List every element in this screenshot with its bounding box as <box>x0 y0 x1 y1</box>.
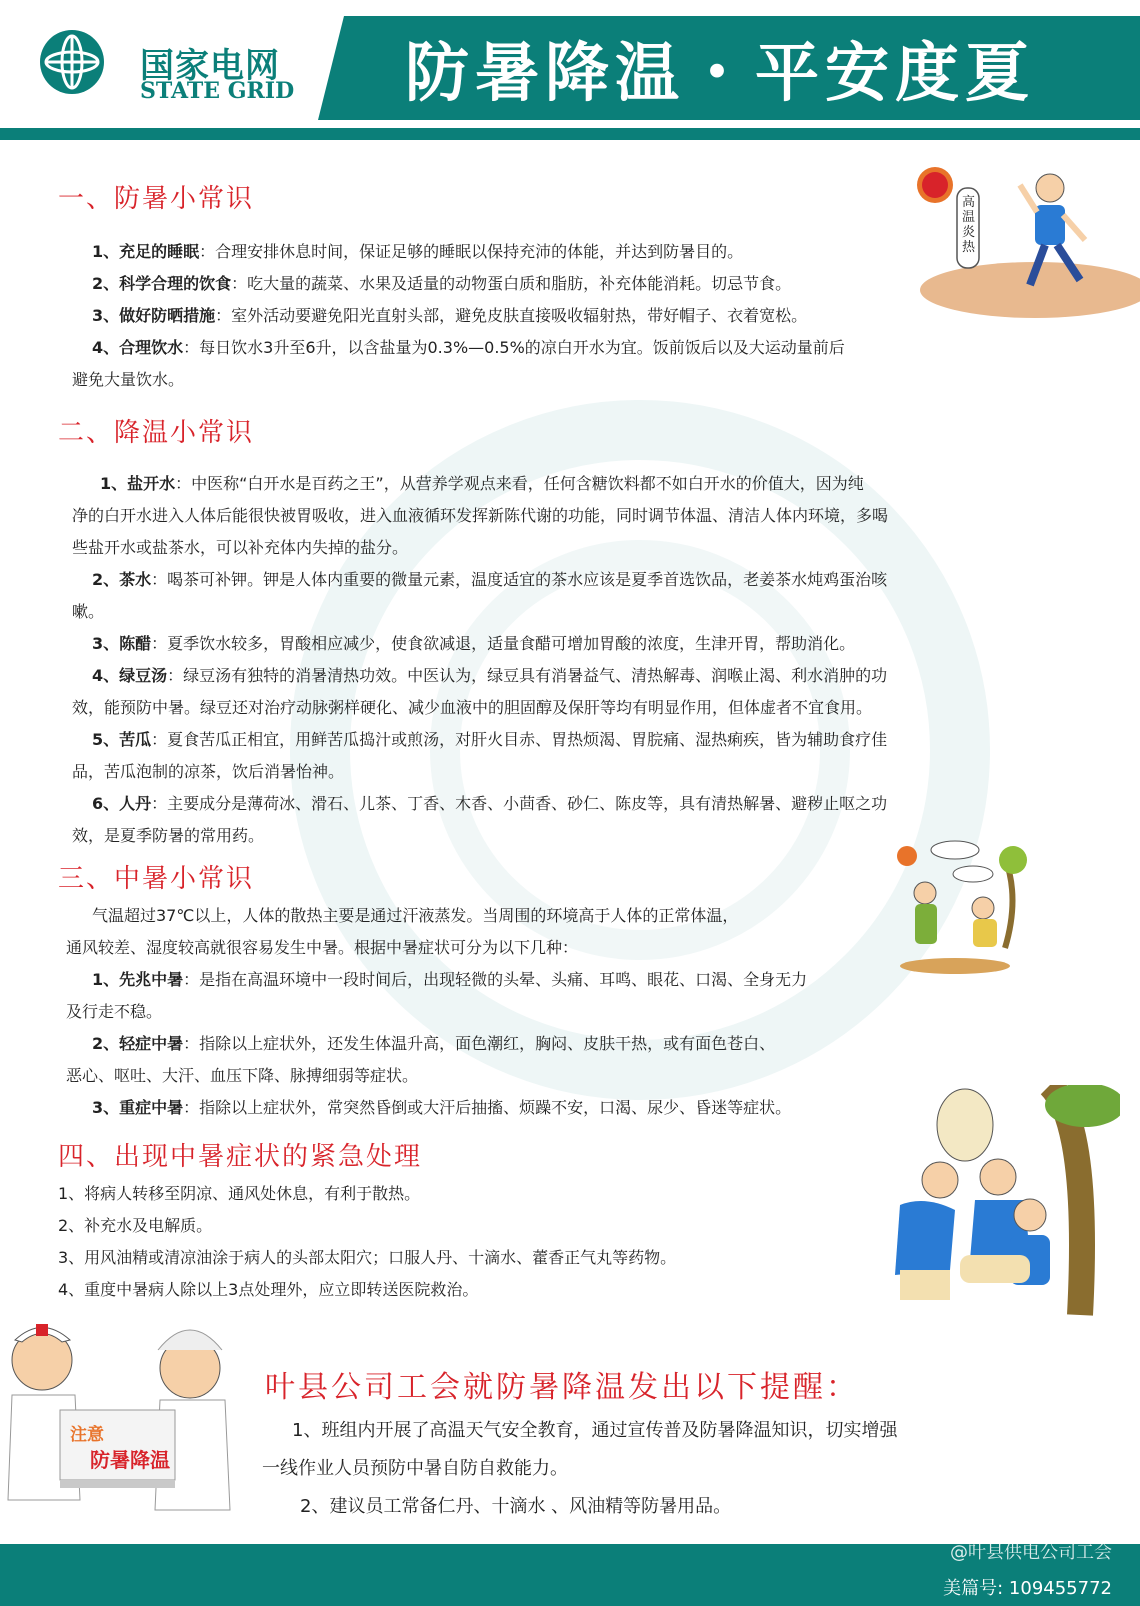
sec2-item-3: 3、陈醋：夏季饮水较多，胃酸相应减少，使食欲减退，适量食醋可增加胃酸的浓度，生津开胃，帮助消化。 <box>92 634 856 653</box>
hot-weather-walker-illustration <box>895 160 1140 320</box>
section-2-title: 二、降温小常识 <box>58 418 255 448</box>
nurse-doctor-notice-illustration <box>0 1320 250 1530</box>
sec2-item-5-cont: 品，苦瓜泡制的凉茶，饮后消暑怡神。 <box>72 762 345 781</box>
sec1-item-4: 4、合理饮水：每日饮水3升至6升，以含盐量为0.3%—0.5%的凉白开水为宜。饭前饭后以及大运动量前后 <box>92 338 845 357</box>
reminder-item-1: 1、班组内开展了高温天气安全教育，通过宣传普及防暑降温知识，切实增强 <box>292 1420 898 1441</box>
reminder-title: 叶县公司工会就防暑降温发出以下提醒： <box>265 1370 859 1405</box>
notice-sign-line-2: 防暑降温 <box>90 1448 170 1472</box>
header-divider <box>0 128 1140 140</box>
sec2-item-5: 5、苦瓜：夏食苦瓜正相宜，用鲜苦瓜捣汁或煎汤，对肝火目赤、胃热烦渴、胃脘痛、湿热痢疾，皆为辅助食疗佳 <box>92 730 888 749</box>
sec4-item-4: 4、重度中暑病人除以上3点处理外，应立即转送医院救治。 <box>58 1280 479 1299</box>
sec1-item-3: 3、做好防晒措施：室外活动要避免阳光直射头部，避免皮肤直接吸收辐射热，带好帽子、衣着宽松。 <box>92 306 808 325</box>
notice-sign-line-1: 注意 <box>70 1425 104 1445</box>
state-grid-logo-icon <box>40 30 104 94</box>
header <box>0 0 1140 140</box>
section-4-title: 四、出现中暑症状的紧急处理 <box>58 1142 423 1172</box>
sec2-item-2-cont: 嗽。 <box>72 602 105 621</box>
sec3-intro-2: 通风较差、湿度较高就很容易发生中暑。根据中暑症状可分为以下几种： <box>66 938 579 957</box>
sec3-item-2-cont: 恶心、呕吐、大汗、血压下降、脉搏细弱等症状。 <box>66 1066 419 1085</box>
sec2-item-1: 1、盐开水：中医称“白开水是百药之王”，从营养学观点来看，任何含糖饮料都不如白开水的价值大，因为纯 <box>100 474 864 493</box>
sec2-item-1-cont-2: 些盐开水或盐茶水，可以补充体内失掉的盐分。 <box>72 538 409 557</box>
first-aid-illustration <box>880 1085 1120 1320</box>
sec3-item-3: 3、重症中暑：指除以上症状外，常突然昏倒或大汗后抽搐、烦躁不安，口渴、尿少、昏迷等症状。 <box>92 1098 792 1117</box>
sec1-item-1: 1、充足的睡眠：合理安排休息时间，保证足够的睡眠以保持充沛的体能，并达到防暑目的。 <box>92 242 744 261</box>
sec3-item-2: 2、轻症中暑：指除以上症状外，还发生体温升高，面色潮红，胸闷、皮肤干热，或有面色苍白、 <box>92 1034 776 1053</box>
sec3-intro-1: 气温超过37℃以上，人体的散热主要是通过汗液蒸发。当周围的环境高于人体的正常体温， <box>92 906 739 925</box>
footer-watermark: @叶县供电公司工会 <box>950 1542 1112 1563</box>
sec2-item-6-cont: 效，是夏季防暑的常用药。 <box>72 826 265 845</box>
sec2-item-6: 6、人丹：主要成分是薄荷冰、滑石、儿茶、丁香、木香、小茴香、砂仁、陈皮等，具有清热解暑、避秽止呕之功 <box>92 794 888 813</box>
page-title: 防暑降温・平安度夏 <box>405 37 1035 111</box>
reminder-item-2: 2、建议员工常备仁丹、十滴水 、风油精等防暑用品。 <box>300 1496 732 1517</box>
sec2-item-4-cont: 效，能预防中暑。绿豆还对治疗动脉粥样硬化、减少血液中的胆固醇及保肝等均有明显作用，但体虚者不宜食用。 <box>72 698 873 717</box>
sec4-item-3: 3、用风油精或清凉油涂于病人的头部太阳穴；口服人丹、十滴水、藿香正气丸等药物。 <box>58 1248 677 1267</box>
sec3-item-1: 1、先兆中暑：是指在高温环境中一段时间后，出现轻微的头晕、头痛、耳鸣、眼花、口渴、全身无力 <box>92 970 808 989</box>
sec3-item-1-cont: 及行走不稳。 <box>66 1002 163 1021</box>
sec1-item-2: 2、科学合理的饮食：吃大量的蔬菜、水果及适量的动物蛋白质和脂肪，补充体能消耗。切忌节食。 <box>92 274 792 293</box>
section-1-title: 一、防暑小常识 <box>58 184 255 214</box>
sec1-item-4-cont: 避免大量饮水。 <box>72 370 185 389</box>
sec2-item-1-cont-1: 净的白开水进入人体后能很快被胃吸收，进入血液循环发挥新陈代谢的功能，同时调节体温、清洁人体内环境，多喝 <box>72 506 889 525</box>
sec4-item-2: 2、补充水及电解质。 <box>58 1216 213 1235</box>
sec4-item-1: 1、将病人转移至阴凉、通风处休息，有利于散热。 <box>58 1184 421 1203</box>
heatstroke-symptom-illustration <box>895 838 1035 978</box>
sec2-item-2: 2、茶水：喝茶可补钾。钾是人体内重要的微量元素，温度适宜的茶水应该是夏季首选饮品，老姜茶水炖鸡蛋治咳 <box>92 570 888 589</box>
brand-name-en: STATE GRID <box>140 78 295 104</box>
sec2-item-4: 4、绿豆汤：绿豆汤有独特的消暑清热功效。中医认为，绿豆具有消暑益气、清热解毒、润喉止渴、利水消肿的功 <box>92 666 888 685</box>
background-watermark-ring <box>430 540 850 960</box>
brand-name-cn: 国家电网 <box>140 46 280 86</box>
footer-meipian-id: 美篇号: 109455772 <box>943 1578 1112 1599</box>
reminder-item-1-cont: 一线作业人员预防中暑自防自救能力。 <box>262 1458 568 1479</box>
section-3-title: 三、中暑小常识 <box>58 864 255 894</box>
hot-sign-text: 高温炎热 <box>962 195 976 255</box>
